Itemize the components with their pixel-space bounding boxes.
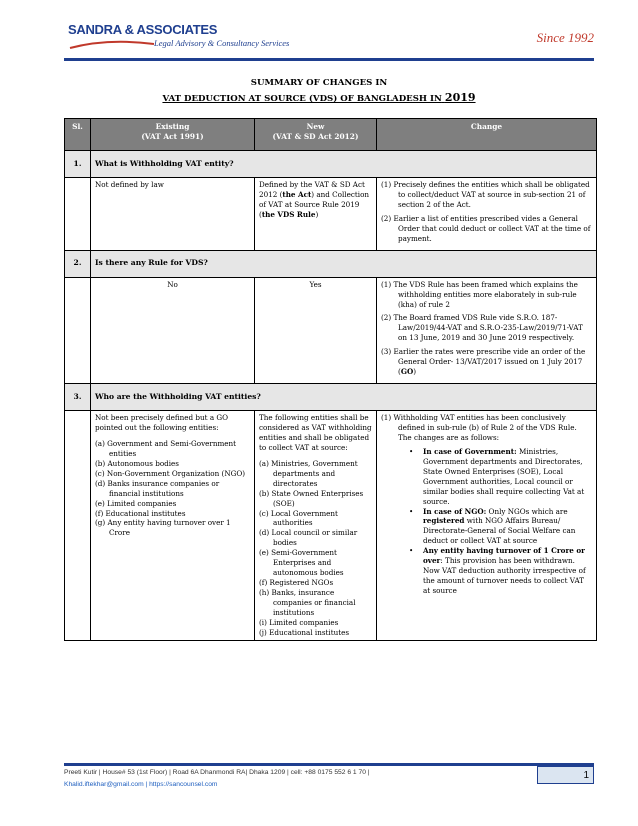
bullet-text: : This provision has been withdrawn. Now VAT deduction authority irrespective of the amount of turnover needs to collect VAT at source [423,556,586,595]
question-text: Who are the Withholding VAT entities? [91,384,597,411]
existing-intro: Not been precisely defined but a GO pointed out the following entities: [95,413,229,432]
change-bullets [381,447,592,596]
subtitle-year: 2019 [444,91,476,104]
existing-cell: No [91,277,255,383]
sl-cell [65,178,91,251]
existing-cell: Not defined by law [91,178,255,251]
footer-divider [64,763,594,766]
new-bold: the VDS Rule [261,209,316,219]
logo-name: SANDRA & ASSOCIATES [68,22,218,37]
new-cell [255,411,377,641]
new-intro: The following entities shall be considered as VAT withholding entities and shall be obligated to collect VAT at source: [259,413,372,452]
question-text: What is Withholding VAT entity? [91,151,597,178]
list-item: (c) Non-Government Organization (NGO) [95,468,246,478]
header-sl: Sl. [65,119,91,151]
answer-row [65,411,597,641]
question-text: Is there any Rule for VDS? [91,250,597,277]
change-item [381,347,592,377]
header-existing-label: Existing [155,122,190,131]
list-item: (f) Registered NGOs [259,578,334,588]
new-text: ) and Collection of VAT at Source Rule 2019 ( [259,189,370,219]
answer-row [65,178,597,251]
bullet-item [423,546,592,596]
change-item: (1) The VDS Rule has been framed which explains the withholding entities more elaborately in sub-rule (kha) of rule 2 [381,279,578,309]
logo-swoosh-icon [68,38,158,52]
company-logo [68,20,290,54]
list-item: (e) Limited companies [95,498,177,508]
footer-address: Preeti Kutir | House# 53 (1st Floor) | Road 6A Dhanmondi RA| Dhaka 1209 | cell: +88 0175 552 6 1 70 | [64,769,370,776]
change-text: (3) Earlier the rates were prescribe vide an order of the General Order- 13/VAT/2017 issued on 1 July 2017 ( [381,347,586,377]
header-new [255,119,377,151]
change-item: (1) Withholding VAT entities has been conclusively defined in sub-rule (b) of Rule 2 of the VDS Rule. The changes are as follows: [381,413,577,442]
list-item: (b) State Owned Enterprises (SOE) [259,488,364,508]
list-item: (f) Educational institutes [95,508,186,518]
question-row [65,151,597,178]
changes-table [64,118,597,641]
new-text: ) [315,209,319,219]
answer-row [65,277,597,383]
bullet-bold: In case of Government: [423,446,517,456]
question-number: 3. [65,384,91,411]
list-item: (b) Autonomous bodies [95,458,180,468]
header-new-label: New [306,122,325,131]
header-divider [64,58,594,61]
footer [64,769,370,788]
change-cell [377,178,597,251]
document-subtitle [0,91,638,104]
header-change: Change [377,119,597,151]
change-cell [377,277,597,383]
header-existing-sub: (VAT Act 1991) [141,132,204,142]
header-new-sub: (VAT & SD Act 2012) [272,132,359,142]
list-item: (h) Banks, insurance companies or financial institutions [259,588,356,617]
list-item: (i) Limited companies [259,617,339,627]
list-item: (d) Banks insurance companies or financial institutions [95,478,220,498]
bullet-item [423,447,592,507]
bullet-bold: In case of NGO: [423,506,487,516]
document-title: SUMMARY OF CHANGES IN [250,78,388,88]
since-label: Since 1992 [536,30,594,45]
change-item: (1) Precisely defines the entities which shall be obligated to collect/deduct VAT at source in sub-section 21 of section 2 of the Act. [381,180,590,209]
existing-list [95,439,250,538]
header-existing [91,119,255,151]
change-item: (2) Earlier a list of entities prescribed vides a General Order that could deduct or collect VAT at the time of payment. [381,213,591,243]
list-item: (j) Educational institutes [259,627,350,637]
table-header-row [65,119,597,151]
existing-cell [91,411,255,641]
question-number: 2. [65,250,91,277]
change-cell [377,411,597,641]
bullet-text: with NGO Affairs Bureau/ Directorate-General of Social Welfare can deduct or collect VAT at source [423,516,576,546]
new-cell [255,178,377,251]
bullet-bold: registered [423,516,465,526]
list-item: (d) Local council or similar bodies [259,528,358,548]
question-number: 1. [65,151,91,178]
bullet-bold: Any entity having turnover of 1 Crore or over [423,546,585,566]
bullet-text: Ministries, Government departments and Directorates, State Owned Enterprises (SOE), Local Government authorities, Local council or similar bodies shall require collecting Vat at source. [423,446,585,506]
list-item: (e) Semi-Government Enterprises and autonomous bodies [259,548,344,578]
list-item: (a) Ministries, Government departments and directorates [259,458,358,488]
new-list [259,459,372,638]
sl-cell [65,277,91,383]
new-text: Defined by the VAT & SD Act 2012 ( [259,180,365,199]
page-number: 1 [537,766,594,784]
bullet-item [423,507,592,547]
change-item: (2) The Board framed VDS Rule vide S.R.O. 187-Law/2019/44-VAT and S.R.O-235-Law/2019/71-VAT on 13 June, 2019 and 30 June 2019 respectively. [381,313,583,343]
question-row [65,384,597,411]
list-item: (c) Local Government authorities [259,508,338,528]
footer-contact-link[interactable]: Khalid.iftekhar@gmail.com | https://sancounsel.com [64,781,218,788]
list-item: (g) Any entity having turnover over 1 Crore [95,518,231,538]
list-item: (a) Government and Semi-Government entities [95,438,237,458]
question-row [65,250,597,277]
change-bold: GO [400,367,414,377]
subtitle-text: VAT DEDUCTION AT SOURCE (VDS) OF BANGLADESH IN [162,94,442,104]
new-bold: the Act [282,189,312,199]
logo-tagline: Legal Advisory & Consultancy Services [154,38,290,48]
bullet-text: Only NGOs which are [486,506,568,516]
sl-cell [65,411,91,641]
new-cell: Yes [255,277,377,383]
change-text: ) [413,367,417,377]
